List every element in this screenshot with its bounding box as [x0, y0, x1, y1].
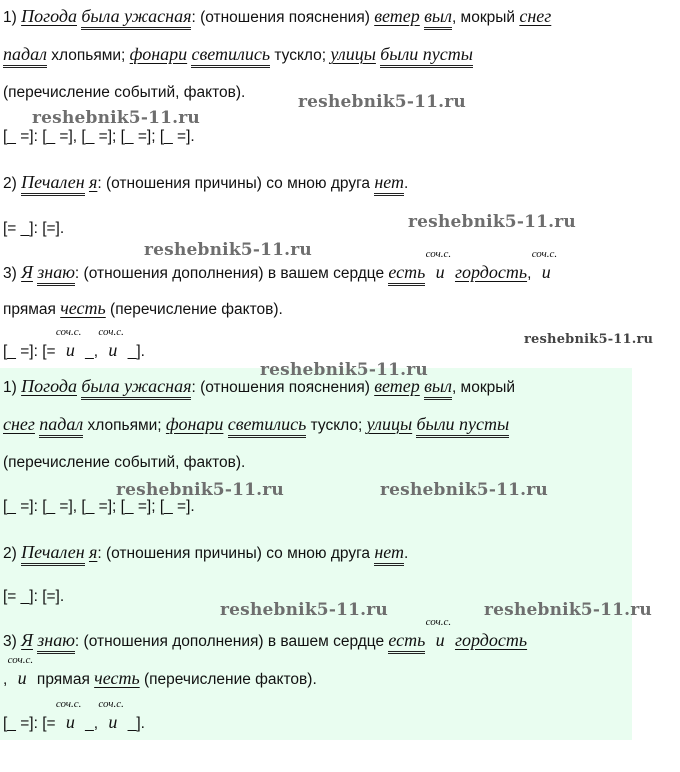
ex1b-predicate-5: были пусты: [416, 414, 509, 438]
ex3-comma-1: ,: [527, 265, 532, 282]
ex3-scheme-i-2: и: [108, 340, 118, 360]
ex2b-text-1: : (отношения причины) со мною друга: [97, 545, 375, 562]
ex3-scheme-conj-2: [98, 326, 124, 361]
ex3b-conjunction-2: [7, 654, 34, 689]
ex1b-scheme: [_ =]: [_ =], [_ =]; [_ =]; [_ =].: [3, 498, 195, 515]
ex3-scheme-b: _,: [80, 343, 103, 360]
ex2-predicate-1: Печален: [21, 172, 85, 196]
ex3b-scheme-b: _,: [80, 715, 103, 732]
ex3b-number: 3): [3, 633, 17, 650]
ex3-conjunction-2: [531, 248, 558, 283]
ex3-scheme-label-1: соч.с.: [55, 326, 82, 338]
ex1-subject-5: улицы: [330, 44, 376, 64]
ex1b-predicate-1: была ужасная: [81, 376, 191, 400]
ex1b-text-3: хлопьями;: [83, 417, 166, 434]
ex3-predicate-2: есть: [388, 262, 425, 286]
ex3-conj-1: и: [435, 262, 445, 282]
ex1-subject-3: снег: [519, 6, 552, 26]
ex3b-scheme-conj-2: [98, 698, 124, 733]
ex1-scheme: [_ =]: [_ =], [_ =]; [_ =]; [_ =].: [3, 128, 195, 145]
ex1b-text-4: тускло;: [306, 417, 367, 434]
ex1-predicate-3: падал: [3, 44, 47, 68]
solution-block-bottom: [0, 368, 632, 740]
ex2b-number: 2): [3, 545, 17, 562]
ex3-scheme-label-2: соч.с.: [98, 326, 124, 338]
ex3-conj-label-2: соч.с.: [531, 248, 558, 260]
watermark: reshebnik5-11.ru: [116, 480, 284, 500]
ex1b-note: (перечисление событий, фактов).: [3, 454, 246, 471]
ex2-line: [3, 172, 408, 193]
ex2-text-1: : (отношения причины) со мною друга: [97, 175, 375, 192]
ex3-scheme-a: [_ =]: [=: [3, 343, 60, 360]
ex1-text-1: : (отношения пояснения): [191, 9, 375, 26]
ex1b-subject-3: снег: [3, 414, 35, 434]
ex3b-scheme-c: _].: [123, 715, 145, 732]
ex2b-line: [3, 542, 408, 563]
ex3b-scheme-conj-1: [55, 698, 82, 733]
watermark: reshebnik5-11.ru: [32, 108, 200, 128]
ex3b-scheme-label-2: соч.с.: [98, 698, 124, 710]
ex1-text-2: , мокрый: [451, 9, 520, 26]
ex1b-text-2: , мокрый: [451, 379, 516, 396]
ex1b-number: 1): [3, 379, 17, 396]
ex1-note: (перечисление событий, фактов).: [3, 84, 246, 101]
ex3b-subject-1: Я: [21, 630, 33, 650]
ex2b-predicate-2: нет: [374, 542, 404, 566]
ex3b-line1: [3, 616, 528, 651]
watermark: reshebnik5-11.ru: [484, 600, 652, 620]
ex1b-line2: [3, 414, 509, 435]
watermark: reshebnik5-11.ru: [524, 332, 654, 347]
ex1-text-4: тускло;: [270, 47, 331, 64]
ex2-text-2: .: [404, 175, 409, 192]
ex3-text-2: прямая: [3, 301, 61, 318]
ex3-text-3: (перечисление фактов).: [105, 301, 283, 318]
ex1-line2: [3, 44, 473, 65]
ex3b-comma: ,: [3, 671, 8, 688]
watermark: reshebnik5-11.ru: [144, 240, 312, 260]
ex1b-subject-5: улицы: [366, 414, 413, 434]
ex2b-predicate-1: Печален: [21, 542, 85, 566]
ex1-predicate-1: была ужасная: [81, 6, 191, 30]
ex1-subject-1: Погода: [21, 6, 77, 26]
watermark: reshebnik5-11.ru: [260, 360, 428, 380]
ex2b-text-2: .: [404, 545, 409, 562]
ex1-number: 1): [3, 9, 17, 26]
ex1b-text-1: : (отношения пояснения): [191, 379, 375, 396]
ex2b-scheme: [= _]: [=].: [3, 588, 65, 605]
watermark: reshebnik5-11.ru: [220, 600, 388, 620]
ex1b-subject-2: ветер: [374, 376, 420, 396]
ex3b-conj-2: и: [17, 668, 27, 688]
ex1b-predicate-3: падал: [39, 414, 83, 438]
ex2-predicate-2: нет: [374, 172, 404, 196]
ex2-subject-1: я: [88, 172, 98, 192]
ex3b-scheme: [3, 698, 145, 733]
ex1-predicate-2: выл: [424, 6, 452, 30]
ex3b-text-3: (перечисление фактов).: [139, 671, 317, 688]
ex1b-subject-1: Погода: [21, 376, 77, 396]
ex3b-conj-label-2: соч.с.: [7, 654, 34, 666]
ex3-scheme-conj-1: [55, 326, 82, 361]
ex2-scheme: [= _]: [=].: [3, 220, 65, 237]
ex2-number: 2): [3, 175, 17, 192]
ex3-text-1: : (отношения дополнения) в вашем сердце: [74, 265, 389, 282]
ex3-predicate-1: знаю: [37, 262, 75, 286]
ex1-predicate-4: светились: [191, 44, 270, 68]
watermark: reshebnik5-11.ru: [298, 92, 466, 112]
ex1b-subject-4: фонари: [165, 414, 224, 434]
ex1-subject-4: фонари: [129, 44, 188, 64]
ex3b-predicate-2: есть: [388, 630, 425, 654]
ex1-predicate-5: были пусты: [380, 44, 473, 68]
ex3-subject-2: гордость: [454, 262, 528, 282]
ex3b-text-2: прямая: [32, 671, 95, 688]
ex3-subject-3: честь: [60, 298, 106, 318]
ex1b-predicate-4: светились: [228, 414, 307, 438]
ex3b-scheme-i-2: и: [108, 712, 118, 732]
ex3-scheme: [3, 326, 145, 361]
ex2b-subject-1: я: [88, 542, 98, 562]
ex3b-text-1: : (отношения дополнения) в вашем сердце: [74, 633, 389, 650]
watermark: reshebnik5-11.ru: [380, 480, 548, 500]
ex3b-conj-label-1: соч.с.: [425, 616, 452, 628]
ex3b-scheme-label-1: соч.с.: [55, 698, 82, 710]
ex1-subject-2: ветер: [374, 6, 420, 26]
solution-block-top: [0, 0, 632, 368]
ex3-scheme-c: _].: [123, 343, 145, 360]
ex3b-scheme-a: [_ =]: [=: [3, 715, 60, 732]
ex3-scheme-i-1: и: [65, 340, 75, 360]
watermark: reshebnik5-11.ru: [408, 212, 576, 232]
ex3b-predicate-1: знаю: [37, 630, 75, 654]
ex3b-subject-3: честь: [94, 668, 140, 688]
ex3-number: 3): [3, 265, 17, 282]
ex1b-predicate-2: выл: [424, 376, 452, 400]
ex3b-scheme-i-1: и: [65, 712, 75, 732]
ex1-line1: [3, 6, 551, 27]
ex3b-subject-2: гордость: [454, 630, 528, 650]
ex3-conjunction-1: [425, 248, 452, 283]
ex1-text-3: хлопьями;: [46, 47, 130, 64]
ex3-subject-1: Я: [21, 262, 33, 282]
ex3b-conjunction-1: [425, 616, 452, 651]
ex3-line2: [3, 298, 283, 319]
ex3b-conj-1: и: [435, 630, 445, 650]
ex3b-line2: [3, 654, 317, 689]
ex3-conj-label-1: соч.с.: [425, 248, 452, 260]
ex3-conj-2: и: [541, 262, 551, 282]
